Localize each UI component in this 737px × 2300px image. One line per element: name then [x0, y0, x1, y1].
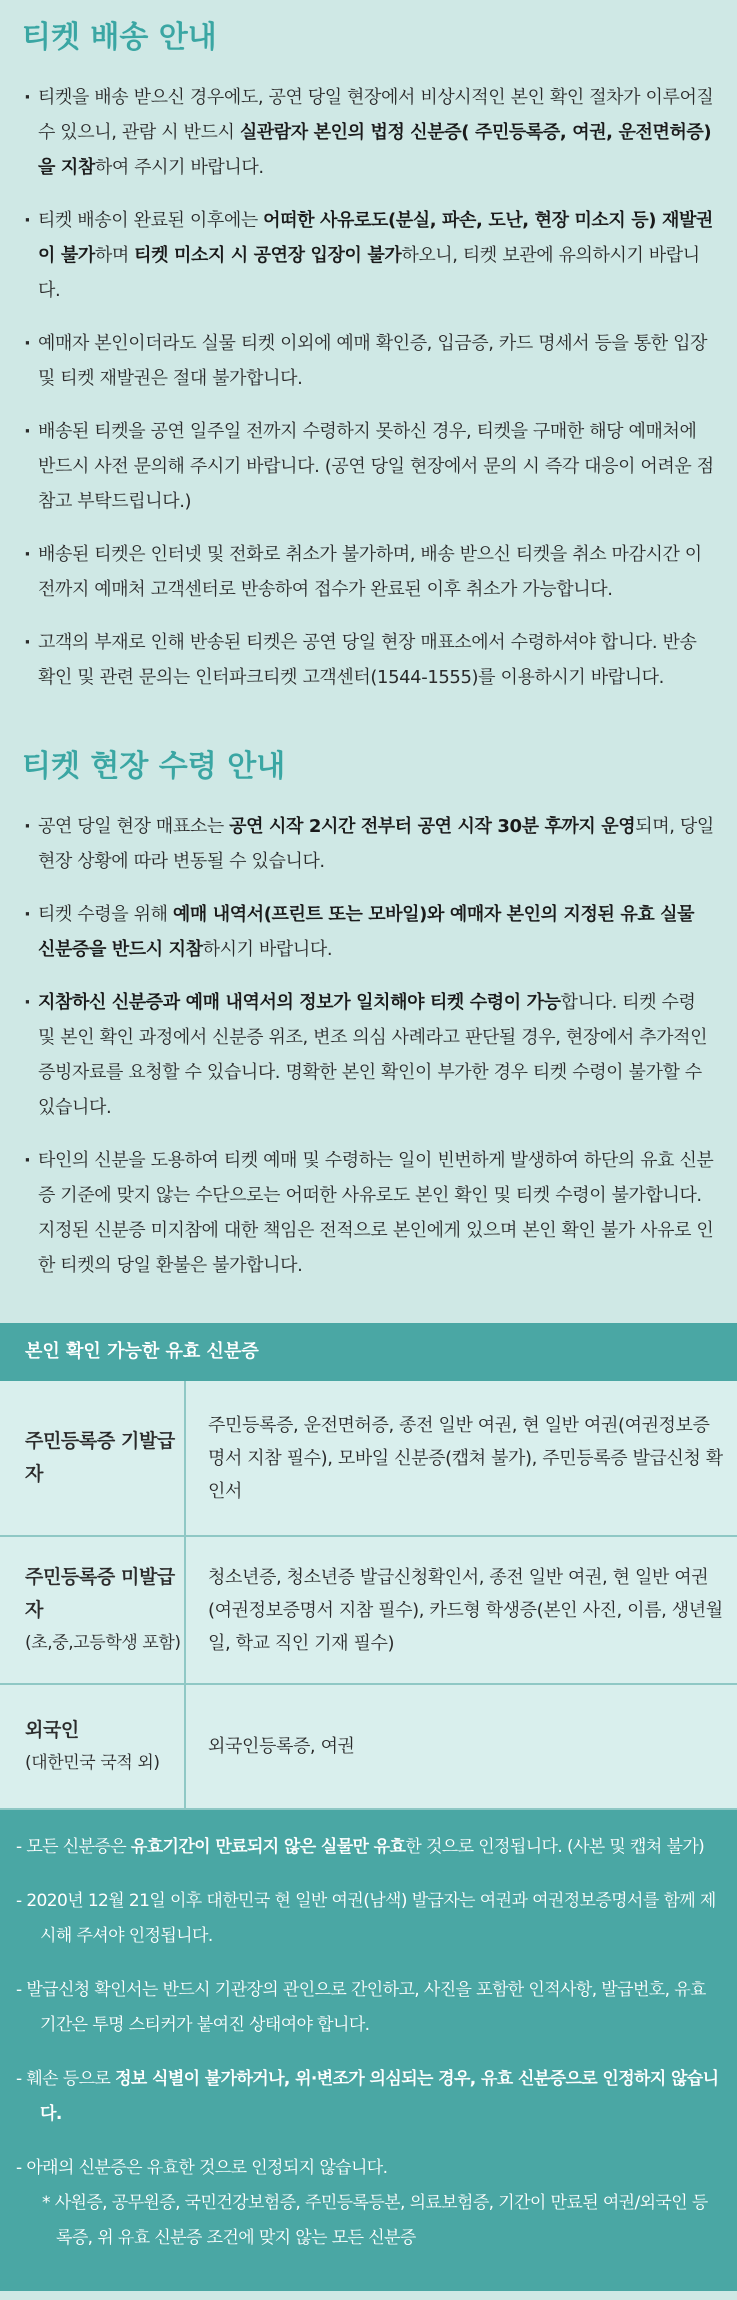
delivery-item: · 고객의 부재로 인해 반송된 티켓은 공연 당일 현장 매표소에서 수령하셔야 합니다. 반송 확인 및 관련 문의는 인터파크티켓 고객센터(1544-1555)를 이용하시기 바랍니다. [22, 625, 715, 695]
id-category-label: 주민등록증 미발급자 [25, 1565, 175, 1621]
note-item: - 2020년 12월 21일 이후 대한민국 현 일반 여권(남색) 발급자는 여권과 여권정보증명서를 함께 제시해 주셔야 인정됩니다. [16, 1891, 716, 1946]
pickup-item: · 공연 당일 현장 매표소는 공연 시작 2시간 전부터 공연 시작 30분 후까지 운영되며, 당일 현장 상황에 따라 변동될 수 있습니다. [22, 809, 715, 879]
note-sub-item: * 사원증, 공무원증, 국민건강보험증, 주민등록등본, 의료보험증, 기간이 만료된 여권/외국인 등록증, 위 유효 신분증 조건에 맞지 않는 모든 신분증 [42, 2193, 708, 2248]
delivery-item: · 티켓을 배송 받으신 경우에도, 공연 당일 현장에서 비상시적인 본인 확인 절차가 이루어질 수 있으니, 관람 시 반드시 실관람자 본인의 법정 신분증( 주민등록증, 여권, 운전면허증)을 지참하여 주시기 바랍니다. [22, 80, 715, 185]
pickup-item: · 타인의 신분을 도용하여 티켓 예매 및 수령하는 일이 빈번하게 발생하여 하단의 유효 신분증 기준에 맞지 않는 수단으로는 어떠한 사유로도 본인 확인 및 티켓 수령이 불가합니다. 지정된 신분증 미지참에 대한 책임은 전적으로 본인에게 있으며 본인 확인 불가 사유로 인한 티켓의 당일 환불은 불가합니다. [22, 1143, 715, 1283]
pickup-item: · 지참하신 신분증과 예매 내역서의 정보가 일치해야 티켓 수령이 가능합니다. 티켓 수령 및 본인 확인 과정에서 신분증 위조, 변조 의심 사례라고 판단될 경우, 현장에서 추가적인 증빙자료를 요청할 수 있습니다. 명확한 본인 확인이 부가한 경우 티켓 수령이 불가할 수 있습니다. [22, 985, 715, 1125]
delivery-list [22, 80, 715, 695]
id-category-label: 주민등록증 기발급자 [25, 1430, 175, 1485]
valid-id-header: 본인 확인 가능한 유효 신분증 [0, 1323, 737, 1381]
valid-id-grid [0, 1381, 737, 1808]
id-description: 외국인등록증, 여권 [185, 1684, 737, 1808]
id-category [0, 1381, 185, 1536]
id-notes [0, 1808, 737, 2291]
id-category-sub: (초,중,고등학생 포함) [25, 1632, 181, 1653]
pickup-list [22, 809, 715, 1283]
pickup-section [0, 729, 737, 1283]
id-category [0, 1536, 185, 1684]
note-item: - 훼손 등으로 정보 식별이 불가하거나, 위·변조가 의심되는 경우, 유효 신분증으로 인정하지 않습니다. [16, 2069, 719, 2124]
table-row [0, 1536, 737, 1684]
note-item: - 아래의 신분증은 유효한 것으로 인정되지 않습니다. * 사원증, 공무원증, 국민건강보험증, 주민등록등본, 의료보험증, 기간이 만료된 여권/외국인 등록증, 위 유효 신분증 조건에 맞지 않는 모든 신분증 [16, 2151, 721, 2256]
table-row [0, 1381, 737, 1536]
note-item: - 모든 신분증은 유효기간이 만료되지 않은 실물만 유효한 것으로 인정됩니다. (사본 및 캡쳐 불가) [16, 1837, 705, 1857]
delivery-item: · 배송된 티켓을 공연 일주일 전까지 수령하지 못하신 경우, 티켓을 구매한 해당 예매처에 반드시 사전 문의해 주시기 바랍니다. (공연 당일 현장에서 문의 시 즉각 대응이 어려운 점 참고 부탁드립니다.) [22, 414, 715, 519]
delivery-item: · 예매자 본인이더라도 실물 티켓 이외에 예매 확인증, 입금증, 카드 명세서 등을 통한 입장 및 티켓 재발권은 절대 불가합니다. [22, 326, 715, 396]
delivery-item: · 티켓 배송이 완료된 이후에는 어떠한 사유로도(분실, 파손, 도난, 현장 미소지 등) 재발권이 불가하며 티켓 미소지 시 공연장 입장이 불가하오니, 티켓 보관에 유의하시기 바랍니다. [22, 203, 715, 308]
delivery-item: · 배송된 티켓은 인터넷 및 전화로 취소가 불가하며, 배송 받으신 티켓을 취소 마감시간 이전까지 예매처 고객센터로 반송하여 접수가 완료된 이후 취소가 가능합니다. [22, 537, 715, 607]
delivery-title: 티켓 배송 안내 [22, 20, 217, 55]
table-row [0, 1684, 737, 1808]
id-description: 청소년증, 청소년증 발급신청확인서, 종전 일반 여권, 현 일반 여권(여권정보증명서 지참 필수), 카드형 학생증(본인 사진, 이름, 생년월일, 학교 직인 기재 필수) [185, 1536, 737, 1684]
delivery-section [0, 0, 737, 695]
id-category-sub: (대한민국 국적 외) [25, 1752, 160, 1773]
id-category [0, 1684, 185, 1808]
id-description: 주민등록증, 운전면허증, 종전 일반 여권, 현 일반 여권(여권정보증명서 지참 필수), 모바일 신분증(캡쳐 불가), 주민등록증 발급신청 확인서 [208, 1414, 723, 1502]
valid-id-table [0, 1323, 737, 1808]
id-category-label: 외국인 [25, 1718, 79, 1741]
pickup-title: 티켓 현장 수령 안내 [22, 749, 286, 784]
note-item: - 발급신청 확인서는 반드시 기관장의 관인으로 간인하고, 사진을 포함한 인적사항, 발급번호, 유효기간은 투명 스티커가 붙여진 상태여야 합니다. [16, 1980, 706, 2035]
pickup-item: · 티켓 수령을 위해 예매 내역서(프린트 또는 모바일)와 예매자 본인의 지정된 유효 실물 신분증을 반드시 지참하시기 바랍니다. [22, 897, 715, 967]
